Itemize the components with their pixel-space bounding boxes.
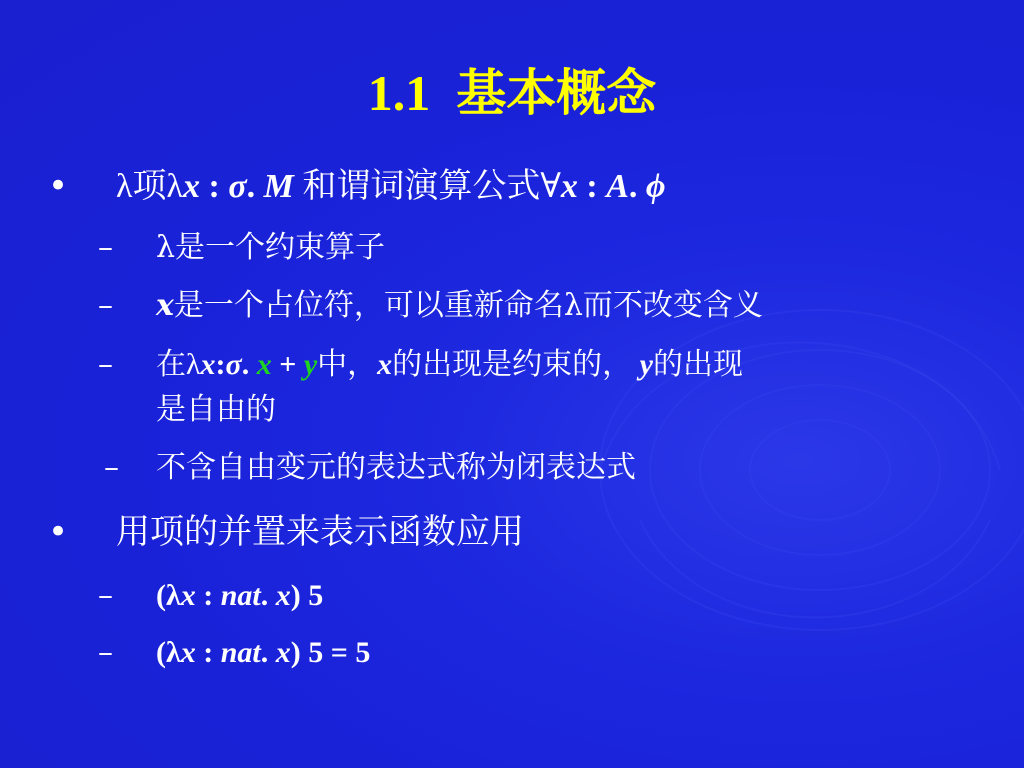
highlight-y: y <box>303 348 318 381</box>
bullet-marker: • <box>48 166 69 206</box>
title-number: 1.1 <box>367 65 431 121</box>
title-text: 基本概念 <box>456 65 657 121</box>
dash-marker: – <box>98 347 113 382</box>
bullet-marker: • <box>48 512 69 552</box>
sub-item-continuation: 是自由的 <box>156 392 276 427</box>
dash-marker: – <box>98 578 113 613</box>
sub-item: – λ是一个约束算子 <box>156 228 385 268</box>
sub-item: – (λx : nat. x) 5 = 5 <box>156 633 370 673</box>
dash-marker: – <box>104 450 119 485</box>
dash-marker: – <box>98 230 113 265</box>
slide-title <box>0 58 1024 128</box>
dash-marker: – <box>98 288 113 323</box>
bullet-item: • 用项的并置来表示函数应用 <box>48 512 524 552</box>
sub-item: – 在λx:σ. x + y中，x的出现是约束的， y的出现 <box>156 345 743 385</box>
sub-item: – 不含自由变元的表达式称为闭表达式 <box>156 448 636 488</box>
bullet-item: • λ项λx : σ. M 和谓词演算公式∀x : A. ϕ <box>48 166 666 206</box>
sub-item: – (λx : nat. x) 5 <box>156 576 323 616</box>
dash-marker: – <box>98 635 113 670</box>
highlight-x: x <box>256 348 272 381</box>
sub-item: – x是一个占位符，可以重新命名λ而不改变含义 <box>156 286 763 326</box>
